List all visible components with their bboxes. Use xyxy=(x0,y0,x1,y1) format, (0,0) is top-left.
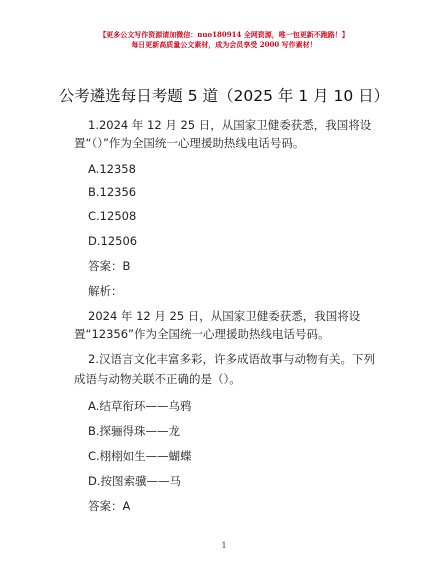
q1-analysis-label: 解析： xyxy=(88,284,123,298)
document-title: 公考遴选每日考题 5 道（2025 年 1 月 10 日） xyxy=(58,87,390,105)
q1-answer: 答案：B xyxy=(88,259,131,273)
q2-option-c: C.栩栩如生——蝴蝶 xyxy=(88,449,192,463)
q2-option-d: D.按图索骥——马 xyxy=(88,474,182,488)
q1-stem-line-2: 置“（）”作为全国统一心理援助热线电话号码。 xyxy=(74,136,305,150)
q1-option-b: B.12356 xyxy=(88,185,137,199)
q2-stem-line-2: 成语与动物关联不正确的是（）。 xyxy=(74,372,241,386)
promo-banner-line-2: 每日更新高质量公文素材，成为会员享受 2000 写作素材！ xyxy=(131,40,317,49)
q1-option-c: C.12508 xyxy=(88,209,137,223)
q2-option-b: B.探骊得珠——龙 xyxy=(88,424,181,438)
q1-analysis-line-2: 置“12356”作为全国统一心理援助热线电话号码。 xyxy=(74,327,330,341)
q2-option-a: A.结草衔环——乌鸦 xyxy=(88,399,192,413)
q2-stem-line-1: 2.汉语言文化丰富多彩，许多成语故事与动物有关。下列 xyxy=(88,352,375,366)
promo-banner xyxy=(0,30,448,50)
q1-stem-line-1: 1.2024 年 12 月 25 日，从国家卫健委获悉，我国将设 xyxy=(88,118,372,132)
page-number: 1 xyxy=(221,541,227,550)
q2-answer: 答案：A xyxy=(88,499,131,513)
q1-option-d: D.12506 xyxy=(88,234,138,248)
q1-option-a: A.12358 xyxy=(88,162,136,176)
promo-banner-line-1: 【更多公文写作资源请加微信：nuo180914 全网资源，唯一包更新不跑路！】 xyxy=(99,30,349,39)
q1-analysis-line-1: 2024 年 12 月 25 日，从国家卫健委获悉，我国将设 xyxy=(88,309,361,323)
